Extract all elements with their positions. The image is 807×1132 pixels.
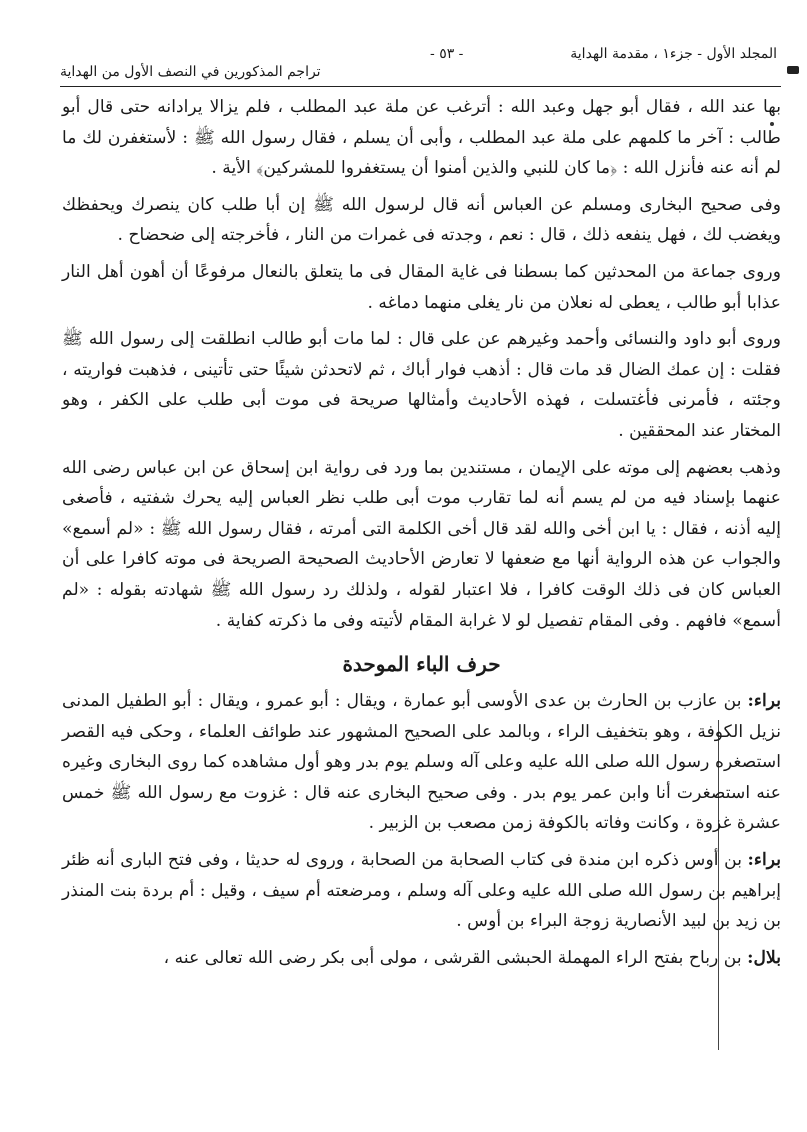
scan-artifact (787, 66, 799, 74)
entry-term: براء: (747, 850, 781, 871)
entry (62, 686, 781, 839)
entry-text: بن عازب بن الحارث بن عدى الأوسى أبو عمارة ، ويقال : أبو عمرو ، ويقال : أبو الطفيل المدنى نزيل الكوفة ، وهو بتخفيف الراء ، وبالمد على الصحيح المشهور عند طوائف العلماء ، وحكى فيه القصر استصغره رسول الله صلى الله عليه وعلى آله وسلم يوم بدر وهو أول مشاهده كما روى البخارى وغيره عنه استصغرت أنا وابن عمر يوم بدر . وفى صحيح البخارى عنه قال : غزوت مع رسول الله ﷺ خمس عشرة غزوة ، وكانت وفاته بالكوفة زمن مصعب بن الزبير . (62, 691, 781, 834)
entry (62, 845, 781, 937)
section-heading: حرف الباء الموحدة (342, 652, 501, 677)
entry-text: بن أوس ذكره ابن مندة فى كتاب الصحابة من الصحابة ، وروى له حديثا ، وفى فتح البارى أنه ظئر إبراهيم بن رسول الله صلى الله عليه وعلى آله وسلم ، ومرضعته أم سيف ، وقيل : أم بردة بنت المنذر بن زيد بن لبيد الأنصارية زوجة البراء بن أوس . (62, 850, 781, 932)
header-rule (60, 86, 781, 87)
entry-term: براء: (747, 691, 781, 712)
page-number: - ٥٣ - (430, 46, 464, 62)
header-section-title: تراجم المذكورين في النصف الأول من الهداية (60, 64, 321, 80)
entry (62, 943, 781, 974)
paragraph: وفى صحيح البخارى ومسلم عن العباس أنه قال لرسول الله ﷺ إن أبا طلب كان ينصرك ويحفظك ويغضب لك ، فهل ينفعه ذلك ، قال : نعم ، وجدته فى غمرات من النار ، فأخرجته إلى ضحضاح . (62, 194, 781, 246)
paragraph: بها عند الله ، فقال أبو جهل وعبد الله : أترغب عن ملة عبد المطلب ، فلم يزالا يرادانه حتى قال أبو طالب : آخر ما كلمهم على ملة عبد المطلب ، وأبى أن يسلم ، فقال رسول الله ﷺ : لأستغفرن لك ما لم أنه عنه فأنزل الله : ﴿ما كان للنبي والذين أمنوا أن يستغفروا للمشركين﴾ الأية . (62, 97, 781, 179)
paragraph: وروى أبو داود والنسائى وأحمد وغيرهم عن على قال : لما مات أبو طالب انطلقت إلى رسول الله ﷺ فقلت : إن عمك الضال قد مات قال : أذهب فوار أباك ، ثم لاتحدثن شيئًا حتى تأتينى ، فذهبت فواريته ، وجئته ، فأمرنى فأغتسلت ، فهذه الأحاديث وأمثالها صريحة فى موت أبى طلب على الكفر ، وهو المختار عند المحققين . (62, 329, 781, 441)
page-header (60, 40, 777, 84)
paragraph: وروى جماعة من المحدثين كما بسطنا فى غاية المقال فى ما يتعلق بالنعال مرفوعًا أن أهون أهل النار عذابا أبو طالب ، يعطى له نعلان من نار يغلى منهما دماغه . (62, 261, 781, 313)
page-body (62, 92, 781, 979)
header-book-title: المجلد الأول - جزء١ ، مقدمة الهداية (570, 46, 777, 62)
entry-term: بلال: (747, 947, 781, 968)
entry-text: بن رباح بفتح الراء المهملة الحبشى القرشى ، مولى أبى بكر رضى الله تعالى عنه ، (163, 947, 742, 968)
paragraph: وذهب بعضهم إلى موته على الإيمان ، مستندين بما ورد فى رواية ابن إسحاق عن ابن عباس رضى الله عنهما بإسناد فيه من لم يسم أنه لما تقارب موت أبى طلب نظر العباس إليه يحرك شفتيه ، فأصغى إليه أذنه ، فقال : يا ابن أخى والله لقد قال أخى الكلمة التى أمرته ، فقال رسول الله ﷺ : «لم أسمع» والجواب عن هذه الرواية أنها مع ضعفها لا تعارض الأحاديث الصحيحة الصريحة فى موته كافرا على أن العباس كان فى ذلك الوقت كافرا ، فلا اعتبار لقوله ، ولذلك رد رسول الله ﷺ شهادته بقوله : «لم أسمع» فافهم . وفى المقام تفصيل لو لا غرابة المقام لأتيته وفى ما ذكرته كفاية . (62, 457, 781, 631)
